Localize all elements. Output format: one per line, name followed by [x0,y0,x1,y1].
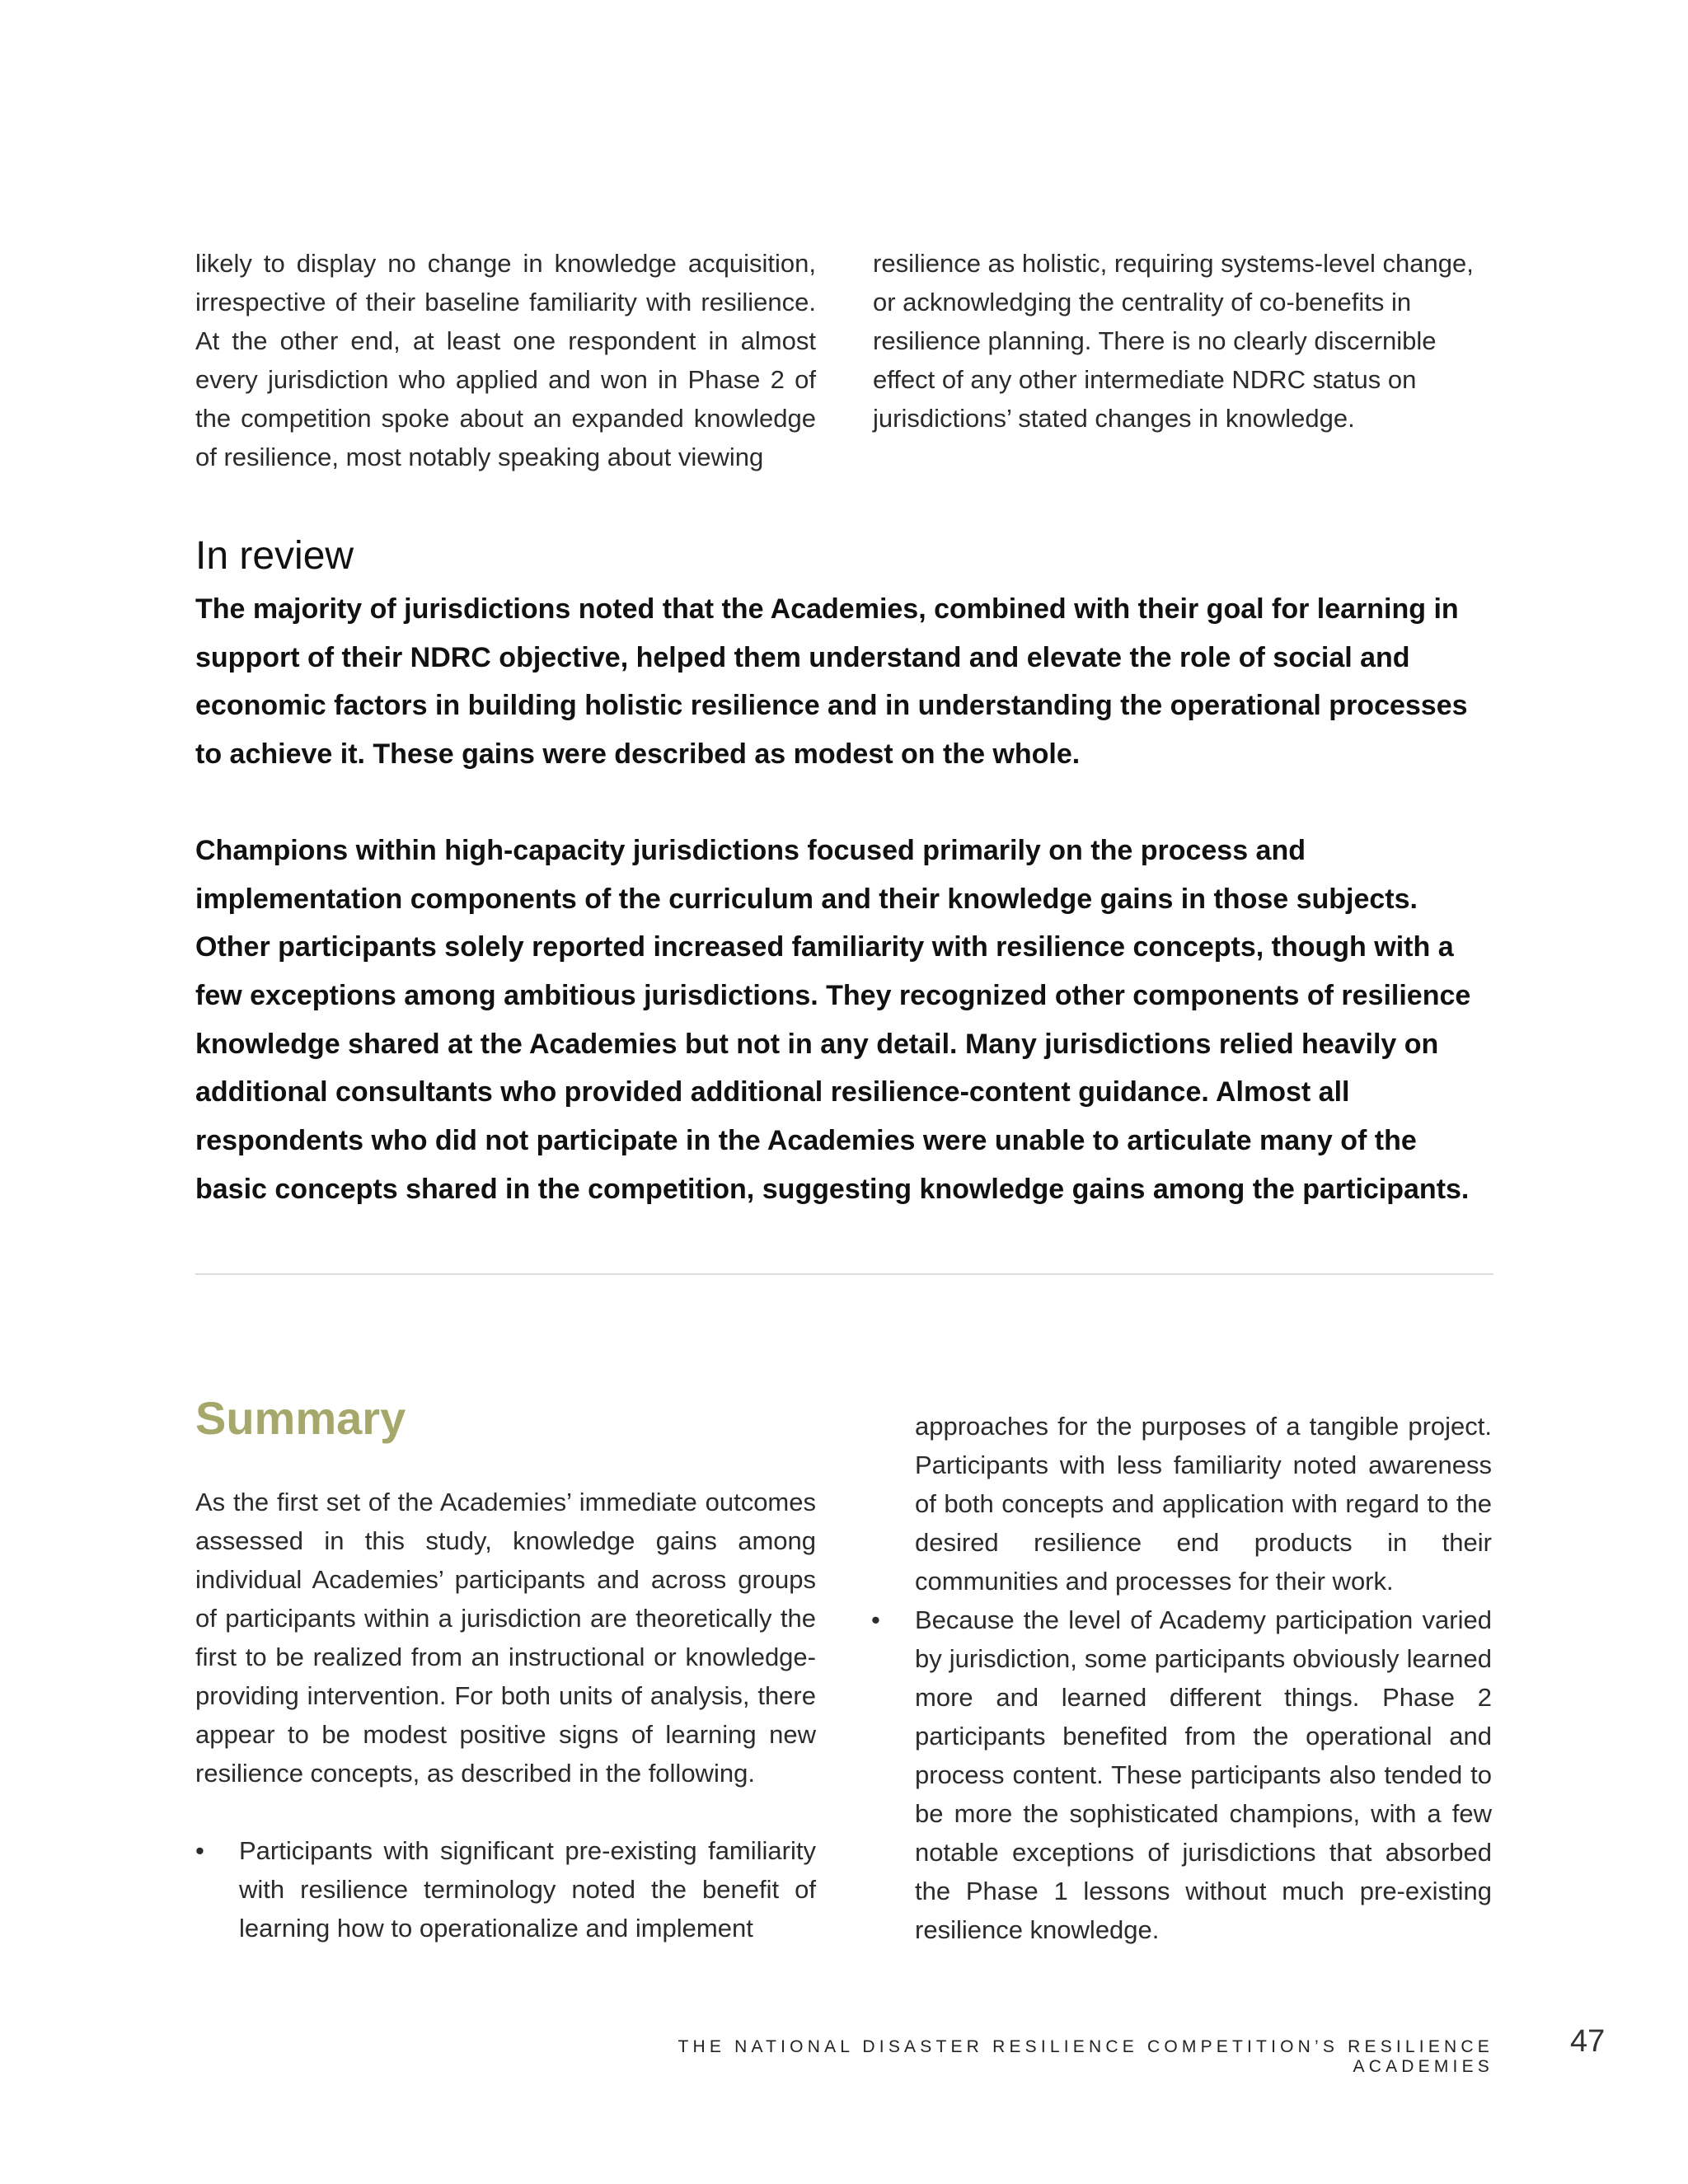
in-review-paragraph-2: Champions within high-capacity jurisdictions focused primarily on the process and implementation components of the curriculum and their knowledge gains in those subjects. Other participants solely reported increased familiarity with resilience concepts, though with a few exceptions among ambitious jurisdictions. They recognized other components of resilience knowledge shared at the Academies but not in any detail. Many jurisdictions relied heavily on additional consultants who provided additional resilience-content guidance. Almost all respondents who did not participate in the Academies were unable to articulate many of the basic concepts shared in the competition, suggesting knowledge gains among the participants. [195,834,1471,1205]
summary-bullet-list [195,1831,816,1947]
top-left-paragraph: likely to display no change in knowledge acquisition, irrespective of their baseline familiarity with resilience. At the other end, at least one respondent in almost every jurisdiction who applied and won in Phase 2 of the competition spoke about an expanded knowledge of resilience, most notably speaking about viewing [195,249,816,471]
list-item [871,1601,1492,1949]
page-number: 47 [1570,2024,1606,2059]
bullet-marker: • [195,1836,204,1865]
bullet-marker: • [871,1605,880,1634]
running-footer-title: THE NATIONAL DISASTER RESILIENCE COMPETITION’S RESILIENCE ACADEMIES [678,2037,1493,2076]
summary-bullet-list-continued [871,1601,1492,1949]
summary-heading: Summary [195,1392,406,1444]
summary-right-column [871,1407,1492,1949]
top-columns [195,244,1493,476]
top-right-paragraph: resilience as holistic, requiring systems-level change, or acknowledging the centrality of co-benefits in resilience planning. There is no clearly discernible effect of any other intermediate NDRC status on jurisdictions’ stated changes in knowledge. [873,249,1474,433]
summary-intro: As the first set of the Academies’ immediate outcomes assessed in this study, knowledge gains among individual Academies’ participants and across groups of participants within a jurisdiction are theoretically the first to be realized from an instructional or knowledge-providing intervention. For both units of analysis, there appear to be modest positive signs of learning new resilience concepts, as described in the following. [195,1488,816,1788]
in-review-section [195,527,1493,1213]
section-divider [195,1273,1493,1275]
summary-left-column [195,1483,816,1947]
bullet-2-text: Because the level of Academy participation varied by jurisdiction, some participants obviously learned more and learned different things. Phase 2 participants benefited from the operational and process content. These participants also tended to be more the sophisticated champions, with a few notable exceptions of jurisdictions that absorbed the Phase 1 lessons without much pre-existing resilience knowledge. [915,1605,1492,1944]
bullet-1-continued: approaches for the purposes of a tangible project. Participants with less familiarity noted awareness of both concepts and application with regard to the desired resilience end products in their communities and processes for their work. [915,1412,1492,1596]
in-review-paragraph-1: The majority of jurisdictions noted that the Academies, combined with their goal for learning in support of their NDRC objective, helped them understand and elevate the role of social and economic factors in building holistic resilience and in understanding the operational processes to achieve it. These gains were described as modest on the whole. [195,593,1468,771]
bullet-1-text: Participants with significant pre-existing familiarity with resilience terminology noted the benefit of learning how to operationalize and implement [239,1836,816,1943]
in-review-heading: In review [195,534,354,578]
list-item [195,1831,816,1947]
